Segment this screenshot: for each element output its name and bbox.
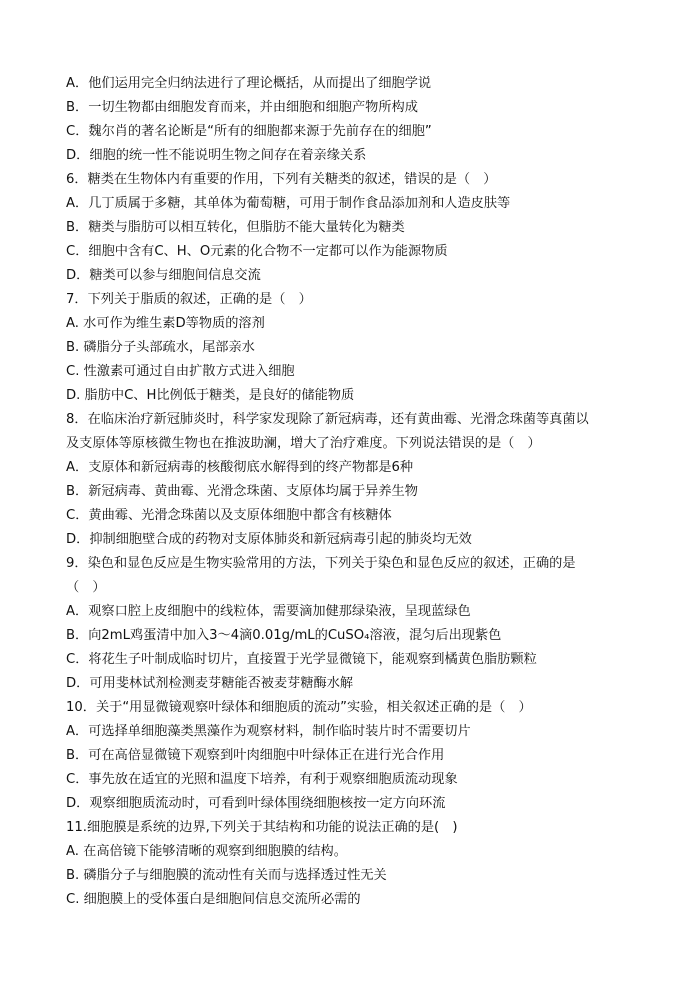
- question-stem-line: 7．下列关于脂质的叙述，正确的是（ ）: [66, 292, 312, 307]
- question-stem-line: 9．染色和显色反应是生物实验常用的方法，下列关于染色和显色反应的叙述，正确的是: [66, 556, 576, 571]
- option-line: A．观察口腔上皮细胞中的线粒体，需要滴加健那绿染液，呈现蓝绿色: [66, 604, 471, 619]
- option-line: B．向2mL鸡蛋清中加入3～4滴0.01g/mL的CuSO₄溶液，混匀后出现紫色: [66, 628, 502, 643]
- option-line: C．将花生子叶制成临时切片，直接置于光学显微镜下，能观察到橘黄色脂肪颗粒: [66, 652, 537, 667]
- option-line: A．几丁质属于多糖，其单体为葡萄糖，可用于制作食品添加剂和人造皮肤等: [66, 196, 511, 211]
- option-line: C．黄曲霉、光滑念珠菌以及支原体细胞中都含有核糖体: [66, 508, 392, 523]
- option-line: C. 细胞膜上的受体蛋白是细胞间信息交流所必需的: [66, 892, 361, 907]
- option-line: A．他们运用完全归纳法进行了理论概括，从而提出了细胞学说: [66, 76, 432, 91]
- option-line: D．细胞的统一性不能说明生物之间存在着亲缘关系: [66, 148, 367, 163]
- option-line: A. 在高倍镜下能够清晰的观察到细胞膜的结构。: [66, 844, 347, 859]
- question-stem-line: （ ）: [66, 580, 106, 595]
- option-line: C．事先放在适宜的光照和温度下培养，有利于观察细胞质流动现象: [66, 772, 458, 787]
- option-line: C. 性激素可通过自由扩散方式进入细胞: [66, 364, 295, 379]
- option-line: D. 脂肪中C、H比例低于糖类，是良好的储能物质: [66, 388, 355, 403]
- option-line: D．抑制细胞壁合成的药物对支原体肺炎和新冠病毒引起的肺炎均无效: [66, 532, 472, 547]
- option-line: D．糖类可以参与细胞间信息交流: [66, 268, 261, 283]
- option-line: C．魏尔肖的著名论断是“所有的细胞都来源于先前存在的细胞”: [66, 124, 432, 139]
- option-line: A．可选择单细胞藻类黑藻作为观察材料，制作临时装片时不需要切片: [66, 724, 471, 739]
- question-stem-line: 11.细胞膜是系统的边界,下列关于其结构和功能的说法正确的是( ): [66, 820, 458, 835]
- option-line: B．可在高倍显微镜下观察到叶肉细胞中叶绿体正在进行光合作用: [66, 748, 445, 763]
- question-stem-line: 10．关于“用显微镜观察叶绿体和细胞质的流动”实验，相关叙述正确的是（ ）: [66, 700, 532, 715]
- question-stem-line: 6．糖类在生物体内有重要的作用，下列有关糖类的叙述，错误的是（ ）: [66, 172, 497, 187]
- question-stem-line: 及支原体等原核微生物也在推波助澜，增大了治疗难度。下列说法错误的是（ ）: [66, 436, 541, 451]
- question-text-block: [66, 72, 626, 912]
- option-line: A. 水可作为维生素D等物质的溶剂: [66, 316, 265, 331]
- option-line: B. 磷脂分子与细胞膜的流动性有关而与选择透过性无关: [66, 868, 387, 883]
- option-line: B. 磷脂分子头部疏水，尾部亲水: [66, 340, 255, 355]
- option-line: B．新冠病毒、黄曲霉、光滑念珠菌、支原体均属于异养生物: [66, 484, 418, 499]
- option-line: A．支原体和新冠病毒的核酸彻底水解得到的终产物都是6种: [66, 460, 414, 475]
- question-stem-line: 8．在临床治疗新冠肺炎时，科学家发现除了新冠病毒，还有黄曲霉、光滑念珠菌等真菌以: [66, 412, 589, 427]
- option-line: C．细胞中含有C、H、O元素的化合物不一定都可以作为能源物质: [66, 244, 448, 259]
- option-line: B．一切生物都由细胞发育而来，并由细胞和细胞产物所构成: [66, 100, 418, 115]
- option-line: D．可用斐林试剂检测麦芽糖能否被麦芽糖酶水解: [66, 676, 354, 691]
- option-line: D．观察细胞质流动时，可看到叶绿体围绕细胞核按一定方向环流: [66, 796, 446, 811]
- option-line: B．糖类与脂肪可以相互转化，但脂肪不能大量转化为糖类: [66, 220, 405, 235]
